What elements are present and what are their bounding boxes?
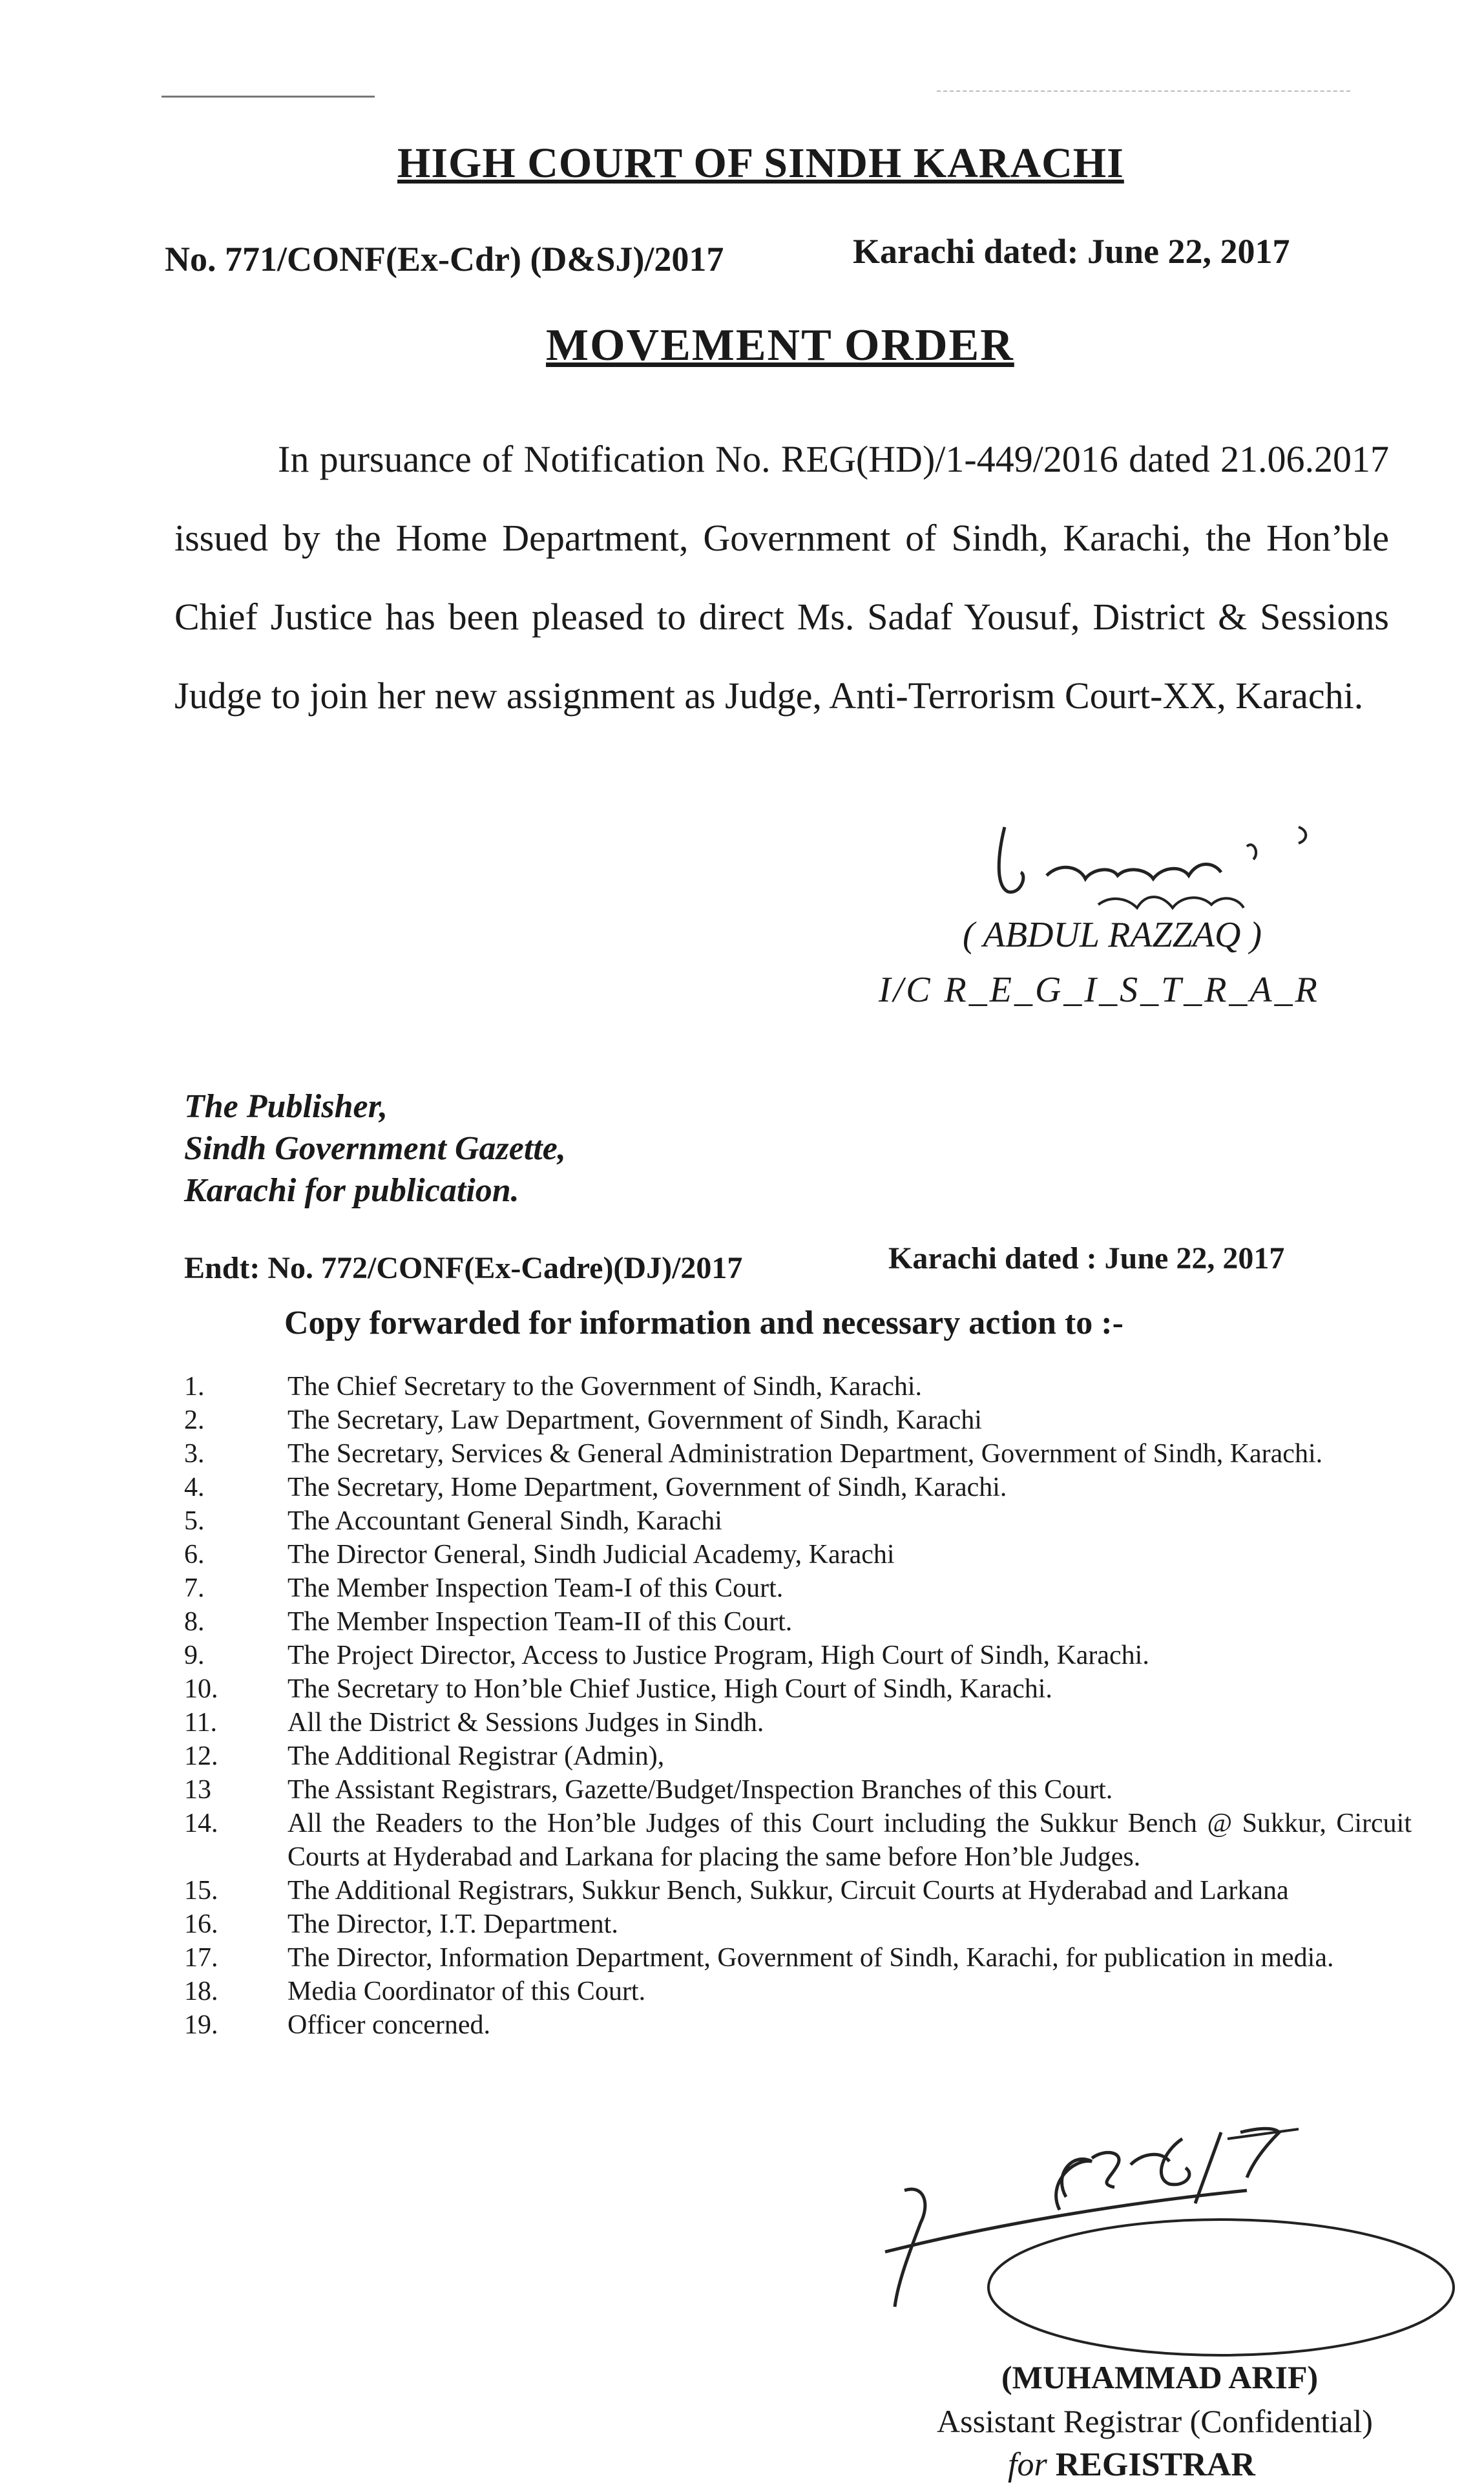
list-item xyxy=(184,1639,1412,1672)
for-office: REGISTRAR xyxy=(1055,2446,1255,2483)
list-item-number: 14. xyxy=(184,1809,218,1838)
list-item-text: The Secretary, Law Department, Government of Sindh, Karachi xyxy=(287,1405,982,1435)
list-item-number: 10. xyxy=(184,1674,218,1704)
court-title: HIGH COURT OF SINDH KARACHI xyxy=(397,140,1124,187)
list-item-number: 15. xyxy=(184,1876,218,1906)
list-item-number: 18. xyxy=(184,1977,218,2006)
list-item-number: 8. xyxy=(184,1607,205,1637)
list-item-number: 17. xyxy=(184,1943,218,1973)
endorsement-number: Endt: No. 772/CONF(Ex-Cadre)(DJ)/2017 xyxy=(184,1251,743,1285)
order-paragraph: In pursuance of Notification No. REG(HD)/1-449/2016 dated 21.06.2017 issued by the Home Department, Government of Sindh, Karachi, the Hon’ble Chief Justice has been pleased to direct Ms. Sadaf Yousuf, District & Sessions Judge to join her new assignment as Judge, Anti-Terrorism Court-XX, Karachi. xyxy=(174,438,1389,717)
scan-rule-left xyxy=(162,96,375,98)
list-item xyxy=(184,1471,1412,1504)
scan-rule-right xyxy=(937,90,1350,92)
list-item xyxy=(184,1739,1412,1773)
list-item-text: The Director General, Sindh Judicial Academy, Karachi xyxy=(287,1540,895,1570)
list-item xyxy=(184,1504,1412,1538)
publisher-line: Sindh Government Gazette, xyxy=(184,1130,566,1167)
list-item-number: 7. xyxy=(184,1573,205,1603)
endorsement-date: Karachi dated : June 22, 2017 xyxy=(888,1241,1285,1276)
list-item-text: The Project Director, Access to Justice Program, High Court of Sindh, Karachi. xyxy=(287,1641,1149,1670)
list-item xyxy=(184,1773,1412,1807)
list-item-number: 16. xyxy=(184,1909,218,1939)
list-item xyxy=(184,1807,1412,1874)
list-item xyxy=(184,1538,1412,1571)
list-item xyxy=(184,2008,1412,2042)
assistant-registrar-signature xyxy=(859,2113,1460,2358)
list-item-text: The Director, I.T. Department. xyxy=(287,1909,618,1939)
registrar-signature xyxy=(988,814,1324,924)
list-item-number: 6. xyxy=(184,1540,205,1570)
list-item xyxy=(184,1975,1412,2008)
list-item-text: The Assistant Registrars, Gazette/Budget/Inspection Branches of this Court. xyxy=(287,1775,1113,1805)
order-title: MOVEMENT ORDER xyxy=(546,320,1014,370)
publisher-line: The Publisher, xyxy=(184,1088,388,1125)
signatory-name: ( ABDUL RAZZAQ ) xyxy=(963,915,1262,955)
list-item xyxy=(184,1437,1412,1471)
list-item-text: All the Readers to the Hon’ble Judges of this Court including the Sukkur Bench @ Sukkur, Circuit Courts at Hyderabad and Larkana for placing the same before Hon’ble Judges. xyxy=(287,1809,1412,1872)
list-item-number: 4. xyxy=(184,1473,205,1502)
list-item-number: 9. xyxy=(184,1641,205,1670)
list-item xyxy=(184,1706,1412,1739)
signatory-title: I/C R_E_G_I_S_T_R_A_R xyxy=(879,970,1320,1010)
list-item-number: 1. xyxy=(184,1372,205,1402)
list-item xyxy=(184,1605,1412,1639)
list-item xyxy=(184,1672,1412,1706)
list-item-text: The Additional Registrars, Sukkur Bench, Sukkur, Circuit Courts at Hyderabad and Larkana xyxy=(287,1876,1289,1906)
distribution-list xyxy=(184,1370,1412,2042)
list-item-number: 3. xyxy=(184,1439,205,1469)
list-item-number: 2. xyxy=(184,1405,205,1435)
list-item-text: The Secretary, Services & General Administration Department, Government of Sindh, Karachi. xyxy=(287,1439,1323,1469)
list-item xyxy=(184,1874,1412,1907)
list-item-text: The Additional Registrar (Admin), xyxy=(287,1741,665,1771)
publisher-address xyxy=(184,1086,566,1212)
list-item-number: 11. xyxy=(184,1708,217,1738)
list-item-text: The Secretary to Hon’ble Chief Justice, High Court of Sindh, Karachi. xyxy=(287,1674,1052,1704)
list-item xyxy=(184,1941,1412,1975)
reference-number: No. 771/CONF(Ex-Cdr) (D&SJ)/2017 xyxy=(165,240,724,278)
list-item-text: The Member Inspection Team-I of this Court. xyxy=(287,1573,784,1603)
publisher-line: Karachi for publication. xyxy=(184,1172,519,1209)
list-item-number: 12. xyxy=(184,1741,218,1771)
for-word: for xyxy=(1008,2446,1047,2483)
list-item xyxy=(184,1370,1412,1403)
list-item-number: 5. xyxy=(184,1506,205,1536)
list-item-text: The Accountant General Sindh, Karachi xyxy=(287,1506,722,1536)
copy-forwarded-heading: Copy forwarded for information and necessary action to :- xyxy=(284,1305,1123,1341)
list-item-text: Officer concerned. xyxy=(287,2010,491,2040)
list-item xyxy=(184,1571,1412,1605)
list-item-number: 13 xyxy=(184,1775,211,1805)
list-item-text: Media Coordinator of this Court. xyxy=(287,1977,646,2006)
list-item xyxy=(184,1907,1412,1941)
list-item-text: All the District & Sessions Judges in Sindh. xyxy=(287,1708,764,1738)
signatory2-name: (MUHAMMAD ARIF) xyxy=(1001,2359,1319,2395)
list-item-text: The Secretary, Home Department, Government of Sindh, Karachi. xyxy=(287,1473,1007,1502)
list-item-text: The Member Inspection Team-II of this Court. xyxy=(287,1607,793,1637)
list-item xyxy=(184,1403,1412,1437)
signatory2-title: Assistant Registrar (Confidential) xyxy=(937,2403,1373,2439)
signatory2-for-registrar xyxy=(1008,2446,1255,2484)
reference-date: Karachi dated: June 22, 2017 xyxy=(853,232,1290,271)
list-item-text: The Director, Information Department, Government of Sindh, Karachi, for publication in media. xyxy=(287,1943,1334,1973)
list-item-number: 19. xyxy=(184,2010,218,2040)
list-item-text: The Chief Secretary to the Government of Sindh, Karachi. xyxy=(287,1372,923,1402)
